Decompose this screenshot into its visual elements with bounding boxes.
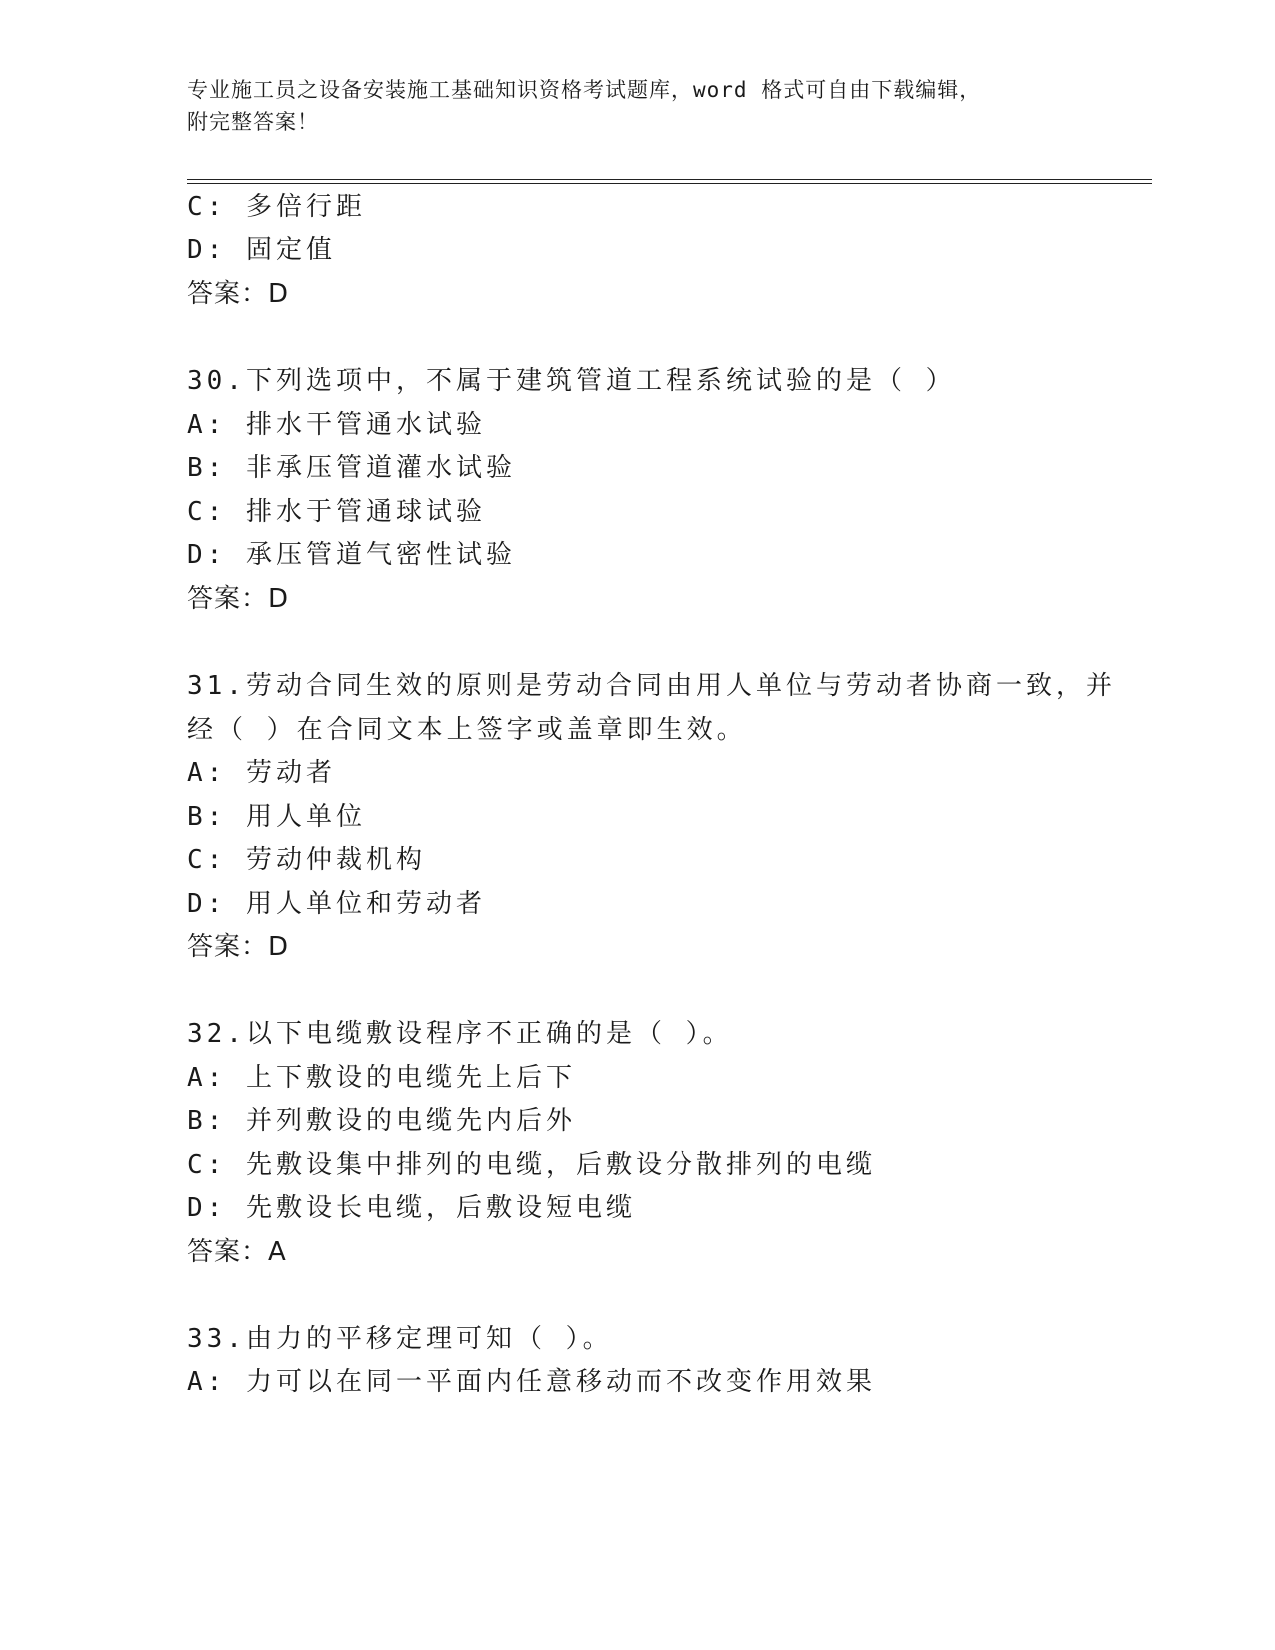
- q32-option-d: D: 先敷设长电缆，后敷设短电缆: [187, 1193, 636, 1223]
- q33-option-a: A: 力可以在同一平面内任意移动而不改变作用效果: [187, 1367, 876, 1397]
- header-rule-bottom: [187, 183, 1152, 184]
- q30-stem: 30.下列选项中，不属于建筑管道工程系统试验的是（ ）: [187, 366, 956, 396]
- q31-option-d: D: 用人单位和劳动者: [187, 889, 486, 919]
- q31-option-c: C: 劳动仲裁机构: [187, 845, 426, 875]
- q31-stem-line-1: 31.劳动合同生效的原则是劳动合同由用人单位与劳动者协商一致，并: [187, 671, 1116, 701]
- q32-option-b: B: 并列敷设的电缆先内后外: [187, 1106, 576, 1136]
- q33-stem: 33.由力的平移定理可知（ ）。: [187, 1324, 613, 1354]
- q30-answer: 答案：D: [187, 584, 290, 614]
- q30-option-d: D: 承压管道气密性试验: [187, 540, 516, 570]
- q30-option-b: B: 非承压管道灌水试验: [187, 453, 516, 483]
- header-line-1: 专业施工员之设备安装施工基础知识资格考试题库，word 格式可自由下载编辑，: [187, 78, 982, 102]
- q32-answer: 答案：A: [187, 1237, 287, 1267]
- q30-option-c: C: 排水于管通球试验: [187, 497, 486, 527]
- q29-option-c: C: 多倍行距: [187, 192, 366, 222]
- header-line-2: 附完整答案！: [187, 110, 319, 134]
- q29-answer: 答案：D: [187, 279, 290, 309]
- q32-option-a: A: 上下敷设的电缆先上后下: [187, 1063, 576, 1093]
- q31-option-b: B: 用人单位: [187, 802, 366, 832]
- q32-stem: 32.以下电缆敷设程序不正确的是（ ）。: [187, 1019, 733, 1049]
- q31-stem-line-2: 经（ ）在合同文本上签字或盖章即生效。: [187, 715, 747, 745]
- q31-answer: 答案：D: [187, 932, 290, 962]
- q32-option-c: C: 先敷设集中排列的电缆，后敷设分散排列的电缆: [187, 1150, 876, 1180]
- q30-option-a: A: 排水干管通水试验: [187, 410, 486, 440]
- q31-option-a: A: 劳动者: [187, 758, 336, 788]
- header-rule-top: [187, 179, 1152, 180]
- q29-option-d: D: 固定值: [187, 235, 336, 265]
- document-header: [187, 74, 1067, 138]
